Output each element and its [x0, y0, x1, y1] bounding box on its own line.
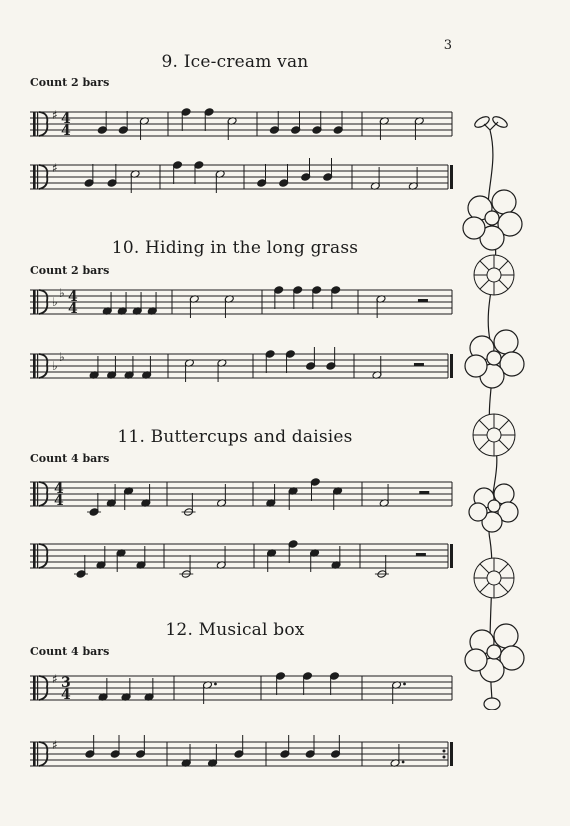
count-label-9: Count 2 bars — [30, 76, 110, 89]
alto-clef-icon — [33, 544, 36, 568]
alto-clef-icon — [33, 165, 36, 189]
sharp-icon: ♯ — [52, 108, 58, 122]
half-rest — [419, 491, 429, 494]
flat-icon: ♭ — [59, 286, 65, 300]
piece-title-10: 10. Hiding in the long grass — [111, 238, 359, 258]
final-barline — [450, 742, 453, 766]
time-signature-top: 4 — [61, 111, 71, 127]
alto-clef-icon — [37, 112, 38, 136]
daisy-3-icon — [474, 558, 514, 598]
alto-clef-icon — [33, 112, 36, 136]
flower-2-icon — [465, 330, 524, 388]
dot — [214, 683, 217, 686]
alto-clef-icon — [37, 544, 38, 568]
alto-clef-icon — [33, 676, 36, 700]
daisy-1-icon — [474, 255, 514, 295]
count-label-11: Count 4 bars — [30, 452, 110, 465]
final-barline — [450, 165, 453, 189]
sharp-icon: ♯ — [52, 672, 58, 686]
alto-clef-icon — [37, 482, 38, 506]
alto-clef-icon — [33, 354, 36, 378]
piece-title-9: 9. Ice-cream van — [161, 52, 309, 72]
flower-4-icon — [465, 624, 524, 682]
daisy-2-icon — [473, 414, 515, 456]
half-rest — [414, 363, 424, 366]
flat-icon: ♭ — [59, 350, 65, 364]
dot — [402, 761, 405, 764]
alto-clef-icon — [33, 482, 36, 506]
piece-title-11: 11. Buttercups and daisies — [117, 427, 353, 447]
count-label-12: Count 4 bars — [30, 645, 110, 658]
repeat-dot — [443, 756, 446, 759]
flat-icon: ♭ — [52, 359, 58, 373]
flower-vine-illustration — [460, 110, 540, 710]
alto-clef-icon — [33, 290, 36, 314]
alto-clef-icon — [33, 742, 36, 766]
time-signature-bottom: 4 — [61, 687, 71, 703]
time-signature-bottom: 4 — [68, 301, 78, 317]
final-barline — [450, 544, 453, 568]
sharp-icon: ♯ — [52, 161, 58, 175]
flat-icon: ♭ — [52, 295, 58, 309]
half-rest — [418, 299, 428, 302]
time-signature-bottom: 4 — [61, 123, 71, 139]
bud-icon — [484, 698, 500, 710]
final-barline — [450, 354, 453, 378]
alto-clef-icon — [37, 676, 38, 700]
time-signature-top: 4 — [68, 289, 78, 305]
count-label-10: Count 2 bars — [30, 264, 110, 277]
dot — [403, 683, 406, 686]
time-signature-bottom: 4 — [54, 493, 64, 509]
alto-clef-icon — [37, 354, 38, 378]
flower-1-icon — [463, 190, 522, 250]
piece-title-12: 12. Musical box — [165, 620, 305, 640]
alto-clef-icon — [37, 742, 38, 766]
alto-clef-icon — [37, 165, 38, 189]
page-number: 3 — [443, 38, 452, 53]
sharp-icon: ♯ — [52, 738, 58, 752]
repeat-dot — [443, 750, 446, 753]
alto-clef-icon — [37, 290, 38, 314]
half-rest — [416, 553, 426, 556]
time-signature-top: 3 — [61, 675, 71, 691]
time-signature-top: 4 — [54, 481, 64, 497]
